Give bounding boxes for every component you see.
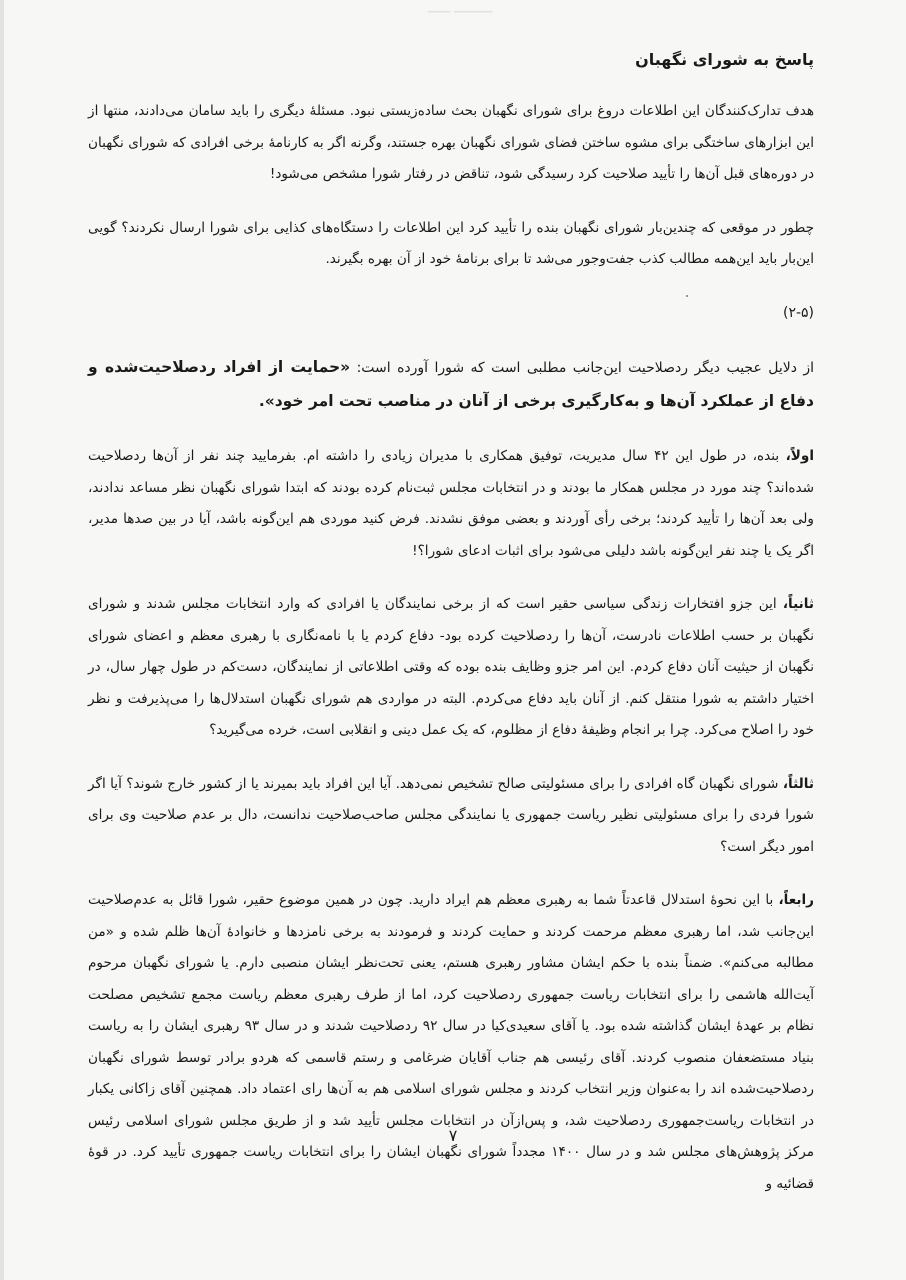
point-1 [88,441,814,567]
intro-paragraph [88,351,814,419]
section-reference: (۲-۵) [782,304,814,321]
paragraph-1: هدف تدارک‌کنندگان این اطلاعات دروغ برای شورای نگهبان بحث ساده‌زیستی نبود. مسئلهٔ دیگری را باید سامان می‌دادند، منتها از این ابزارهای ساختگی برای مشوه ساختن فضای شورای نگهبان بهره جستند، وگرنه اگر به کارنامهٔ برخی افرادی که شورای نگهبان در دوره‌های قبل آن‌ها را تأیید صلاحیت کرد رسیدگی شود، تناقض در رفتار شورا مشخص می‌شود! [88,103,814,182]
point-2-lead: ثانیاً، [782,596,814,612]
point-4-lead: رابعاً، [778,892,814,908]
point-4 [88,885,814,1200]
point-1-text: بنده، در طول این ۴۲ سال مدیریت، توفیق همکاری با مدیران زیادی را داشته ام. بفرمایید چند نفر از آن‌ها ردصلاحیت شده‌اند؟ چند مورد در مجلس همکار ما بودند و در انتخابات مجلس ثبت‌نام کرده بودند که ابتدا شورای نگهبان نظر مساعد ندادند، ولی بعد آن‌ها را تأیید کردند؛ برخی رأی آوردند و بعضی موفق نشدند. فرض کنید موردی هم این‌گونه باشد، آیا در بین صدها مدیر، اگر یک یا چند نفر این‌گونه باشد دلیلی می‌شود برای اثبات ادعای شورا؟! [88,448,814,559]
point-3 [88,769,814,864]
scan-edge [0,0,4,1280]
page-content [88,96,814,1222]
point-3-lead: ثالثاً، [782,775,814,792]
intro-quote: «حمایت از افراد ردصلاحیت‌شده و دفاع از عملکرد آن‌ها و به‌کارگیری برخی از آنان در مناصب تحت امر خود». [88,358,814,410]
point-4-text: با این نحوهٔ استدلال قاعدتاً شما به رهبری معظم هم ایراد دارید. چون در همین موضوع حقیر، شورا قائل به عدم‌صلاحیت این‌جانب شد، اما رهبری معظم مرحمت کردند و حمایت کردند و فرمودند به برخی نامزدها و خانوادهٔ آن‌ها ظلم شده و «من مطالبه می‌کنم». ضمناً بنده با حکم ایشان مشاور رهبری هستم، یعنی تحت‌نظر ایشان منصبی دارم. یا شورای نگهبان مرحوم آیت‌الله هاشمی را برای انتخابات ریاست جمهوری ردصلاحیت کرد، اما از طرف رهبری معظم ریاست مجمع تشخیص مصلحت نظام بر عهدهٔ ایشان گذاشته شده بود. یا آقای سعیدی‌کیا در سال ۹۲ ردصلاحیت شدند و در سال ۹۳ رهبری ایشان را به ریاست بنیاد مستضعفان منصوب کردند. آقای رئیسی هم جناب آقایان ضرغامی و رستم قاسمی که هردو برادر توسط شورای نگهبان ردصلاحیت‌شده اند را به‌عنوان وزیر انتخاب کردند و مجلس شورای اسلامی هم به آن‌ها رای اعتماد داد. همچنین آقای زاکانی یکبار در انتخابات ریاست‌جمهوری ردصلاحیت شد، و پس‌ازآن در انتخابات مجلس تأیید شد و از طریق مجلس شورای اسلامی رئیس مرکز پژوهش‌های مجلس شد و در سال ۱۴۰۰ مجدداً شورای نگهبان ایشان را برای انتخابات ریاست جمهوری تأیید کرد. در قوهٔ قضائیه و [88,892,814,1192]
page-header: پاسخ به شورای نگهبان [635,50,814,69]
point-1-lead: اولاً، [785,448,814,464]
paragraph-2: چطور در موقعی که چندین‌بار شورای نگهبان بنده را تأیید کرد این اطلاعات را دستگاه‌های کذایی برای شورا ارسال نکردند؟ گویی این‌بار باید این‌همه مطالب کذب جفت‌وجور می‌شد تا برای برنامهٔ خود از آن بهره بگیرند. [88,219,814,267]
point-2-text: این جزو افتخارات زندگی سیاسی حقیر است که از برخی نمایندگان یا افرادی که وارد انتخابات مجلس شدند و شورای نگهبان بر حسب اطلاعات نادرست، آن‌ها را ردصلاحیت کرده بود- دفاع کردم یا با نامه‌نگاری با رهبری معظم و اعضای شورای نگهبان از حیثیت آنان دفاع کردم. این امر جزو وظایف بنده بوده که وقتی اطلاعاتی از نمایندگان، دست‌کم در طول چهار سال، در اختیار داشتم به شورا منتقل کنم. از آنان باید دفاع می‌کردم. البته در مواردی هم شورای نگهبان استدلال‌ها را می‌پذیرفت و نظر خود را اصلاح می‌کرد. چرا بر انجام وظیفهٔ دفاع از مظلوم، که یک عمل دینی و انقلابی است، خرده می‌گیرید؟ [88,596,814,738]
point-3-text: شورای نگهبان گاه افرادی را برای مسئولیتی صالح تشخیص نمی‌دهد. آیا این افراد باید بمیرند یا از کشور خارج شوند؟ آیا اگر شورا فردی را برای مسئولیتی نظیر ریاست جمهوری یا نمایندگی مجلس صاحب‌صلاحیت ندانست، دال بر عدم صلاحیت وی برای امور دیگر است؟ [88,775,814,855]
bleed-through-text: ▁▁▁ ▁▁▁▁▁ [427,2,493,13]
intro-text: از دلایل عجیب دیگر ردصلاحیت این‌جانب مطلبی است که شورا آورده است: [350,360,814,376]
scan-speck [686,295,688,297]
page-number: ۷ [448,1126,458,1145]
point-2 [88,589,814,747]
